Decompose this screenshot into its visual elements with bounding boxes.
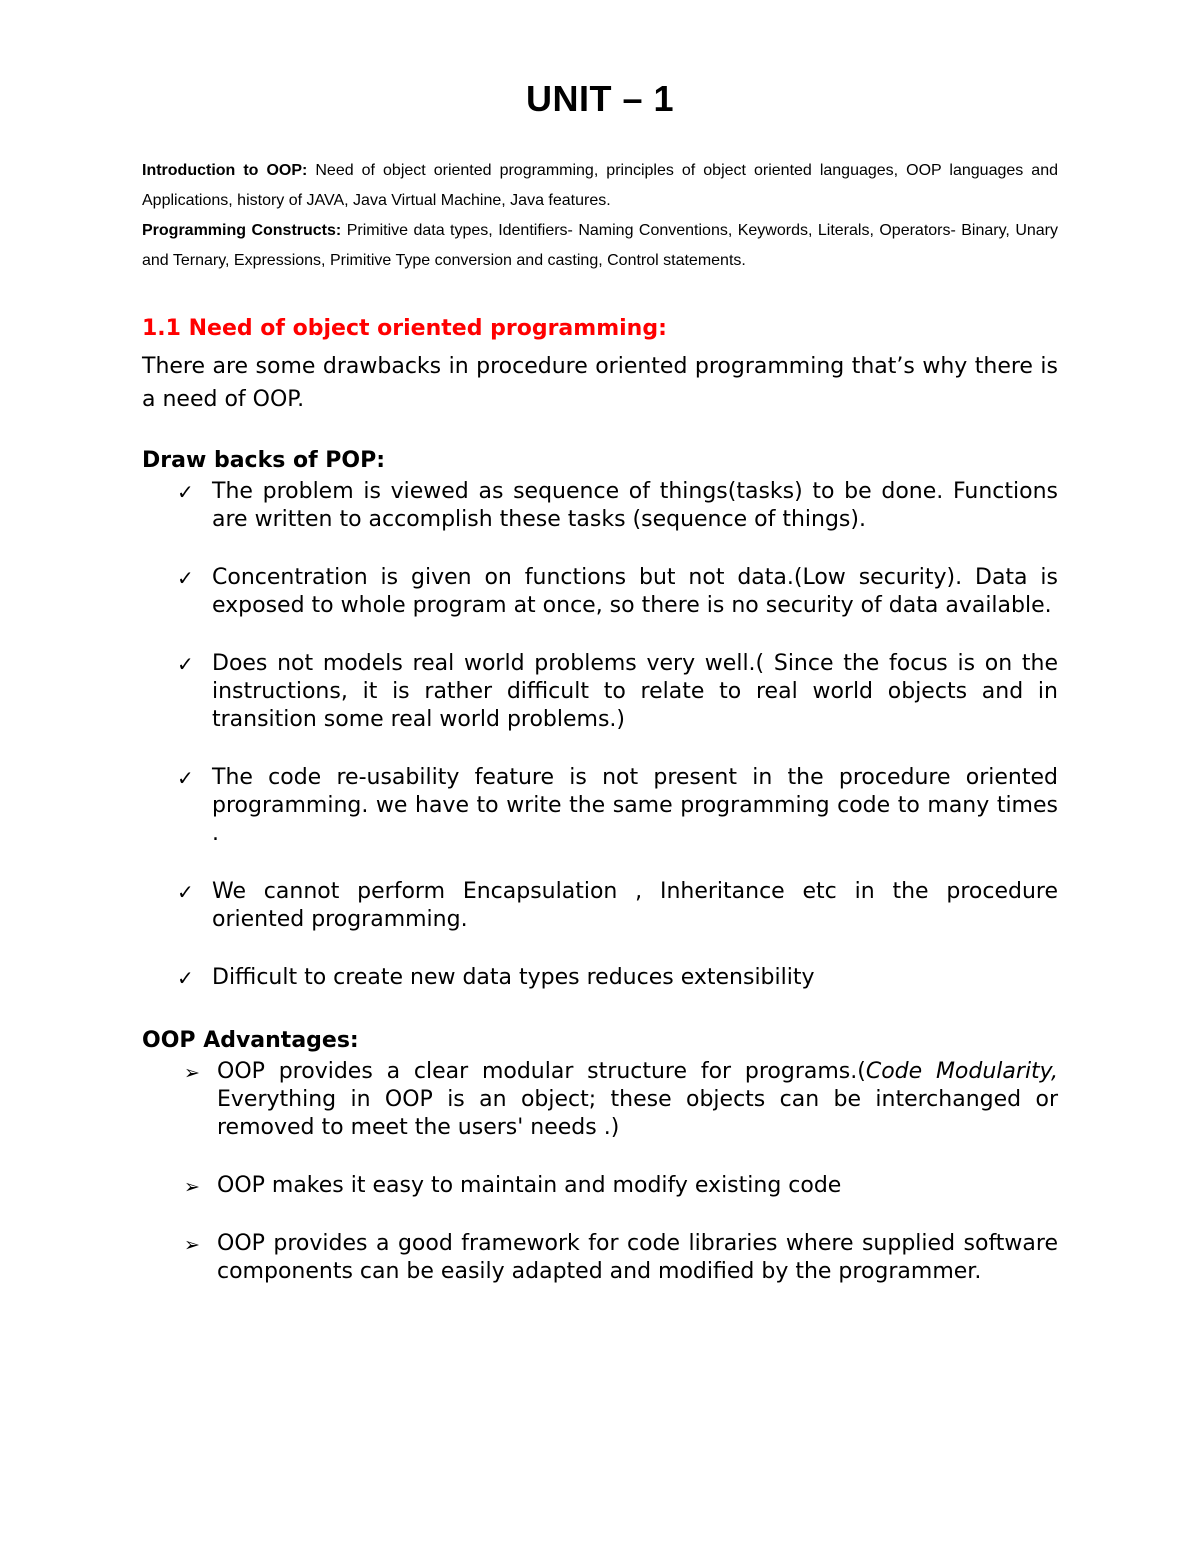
list-item-text: We cannot perform Encapsulation , Inheritance etc in the procedure oriented programming.	[212, 879, 1058, 932]
list-item	[142, 1230, 1058, 1286]
arrowhead-icon: ➢	[184, 1234, 200, 1256]
list-item-text: Does not models real world problems very well.( Since the focus is on the instructions, it is rather difficult to relate to real world objects and in transition some real world problems.)	[212, 651, 1058, 732]
section-heading: 1.1 Need of object oriented programming:	[142, 316, 667, 341]
check-icon: ✓	[177, 880, 194, 904]
advantages-heading: OOP Advantages:	[142, 1028, 359, 1053]
syllabus-intro	[142, 156, 1058, 216]
check-icon: ✓	[177, 966, 194, 990]
list-item-text: OOP makes it easy to maintain and modify existing code	[217, 1173, 842, 1198]
check-icon: ✓	[177, 652, 194, 676]
list-item-text: The code re-usability feature is not present in the procedure oriented programming. we have to write the same programming code to many times .	[212, 765, 1058, 846]
syllabus-intro-text: Need of object oriented programming, principles of object oriented languages, OOP languages and Applications, history of JAVA, Java Virtual Machine, Java features.	[142, 162, 1058, 209]
list-item	[142, 878, 1058, 934]
arrowhead-icon: ➢	[184, 1176, 200, 1198]
list-item	[142, 1172, 1058, 1200]
list-item	[142, 1058, 1058, 1142]
list-item	[142, 964, 1058, 992]
list-item-text: Difficult to create new data types reduces extensibility	[212, 965, 815, 990]
list-item	[142, 764, 1058, 848]
section-intro: There are some drawbacks in procedure oriented programming that’s why there is a need of OOP.	[142, 354, 1058, 412]
list-item-text: OOP provides a good framework for code libraries where supplied software components can be easily adapted and modified by the programmer.	[217, 1231, 1058, 1284]
list-item	[142, 564, 1058, 620]
unit-title: UNIT – 1	[525, 78, 675, 119]
list-item-text	[217, 1059, 1058, 1140]
advantage-1-italic: Code Modularity,	[865, 1059, 1058, 1084]
syllabus-constructs-label: Programming Constructs:	[142, 222, 342, 239]
list-item	[142, 650, 1058, 734]
check-icon: ✓	[177, 480, 194, 504]
advantage-1-before: OOP provides a clear modular structure for programs.(	[217, 1059, 866, 1084]
drawbacks-list	[142, 478, 1058, 992]
list-item-text: Concentration is given on functions but not data.(Low security). Data is exposed to whole program at once, so there is no security of data available.	[212, 565, 1058, 618]
list-item	[142, 478, 1058, 534]
arrowhead-icon: ➢	[184, 1062, 200, 1084]
syllabus	[142, 156, 1058, 276]
advantages-list	[142, 1058, 1058, 1286]
syllabus-constructs	[142, 216, 1058, 276]
advantage-1-after: Everything in OOP is an object; these objects can be interchanged or removed to meet the users' needs .)	[217, 1087, 1058, 1140]
list-item-text: The problem is viewed as sequence of things(tasks) to be done. Functions are written to accomplish these tasks (sequence of things).	[212, 479, 1058, 532]
check-icon: ✓	[177, 766, 194, 790]
syllabus-intro-label: Introduction to OOP:	[142, 162, 308, 179]
check-icon: ✓	[177, 566, 194, 590]
drawbacks-heading: Draw backs of POP:	[142, 448, 386, 473]
syllabus-constructs-text: Primitive data types, Identifiers- Naming Conventions, Keywords, Literals, Operators- Binary, Unary and Ternary, Expressions, Primitive Type conversion and casting, Control statements.	[142, 222, 1058, 269]
